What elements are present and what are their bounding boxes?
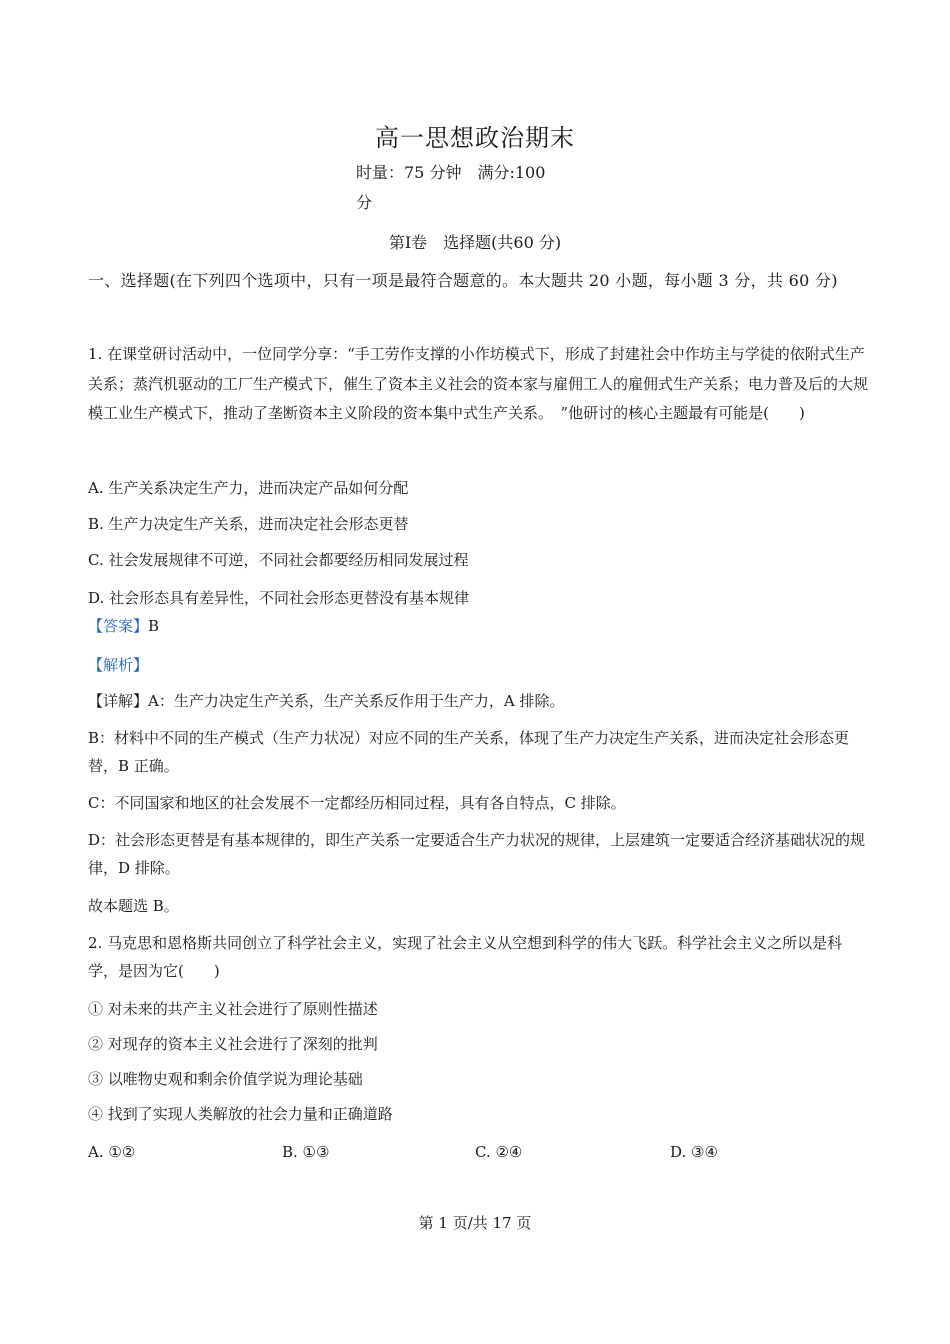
question-1-detail-d: D：社会形态更替是有基本规律的，即生产关系一定要适合生产力状况的规律，上层建筑一定要适合经济基础状况的规律，D 排除。 bbox=[88, 831, 866, 877]
question-2-option-a: A. ①② bbox=[88, 1143, 136, 1161]
question-1-option-b: B. 生产力决定生产关系，进而决定社会形态更替 bbox=[88, 515, 409, 533]
page-footer: 第 1 页/共 17 页 bbox=[418, 1214, 532, 1232]
question-1-option-d: D. 社会形态具有差异性，不同社会形态更替没有基本规律 bbox=[88, 589, 470, 607]
section-heading: 第Ⅰ卷 选择题(共60 分) bbox=[388, 233, 562, 252]
detail-tag: 【详解】 bbox=[88, 692, 149, 710]
detail-a-text: A：生产力决定生产关系，生产关系反作用于生产力，A 排除。 bbox=[148, 692, 565, 710]
question-1-conclusion: 故本题选 B。 bbox=[88, 897, 179, 915]
question-2-option-d: D. ③④ bbox=[670, 1143, 718, 1161]
question-2-stem: 2. 马克思和恩格斯共同创立了科学社会主义，实现了社会主义从空想到科学的伟大飞跃。科学社会主义之所以是科学，是因为它( ) bbox=[88, 934, 843, 980]
question-1-option-c: C. 社会发展规律不可逆，不同社会都要经历相同发展过程 bbox=[88, 551, 469, 569]
question-2-options bbox=[88, 1138, 868, 1166]
question-1-detail-b: B：材料中不同的生产模式（生产力状况）对应不同的生产关系，体现了生产力决定生产关系，进而决定社会形态更替，B 正确。 bbox=[88, 729, 850, 775]
section-instruction: 一、选择题(在下列四个选项中，只有一项是最符合题意的。本大题共 20 小题，每小题 3 分，共 60 分) bbox=[88, 271, 838, 290]
question-2-item-2: ② 对现存的资本主义社会进行了深刻的批判 bbox=[88, 1035, 378, 1053]
question-1-answer bbox=[88, 612, 868, 640]
question-1-detail-a bbox=[88, 687, 868, 715]
answer-value: B bbox=[148, 617, 160, 635]
question-1-analysis-heading bbox=[88, 651, 868, 679]
question-2-item-3: ③ 以唯物史观和剩余价值学说为理论基础 bbox=[88, 1070, 363, 1088]
question-1-detail-c: C：不同国家和地区的社会发展不一定都经历相同过程，具有各自特点，C 排除。 bbox=[88, 794, 626, 812]
question-1-option-a: A. 生产关系决定生产力，进而决定产品如何分配 bbox=[88, 479, 409, 497]
question-2-option-c: C. ②④ bbox=[475, 1143, 523, 1161]
question-2-option-b: B. ①③ bbox=[282, 1143, 330, 1161]
page-title: 高一思想政治期末 bbox=[375, 124, 575, 152]
answer-tag: 【答案】 bbox=[88, 617, 149, 635]
time-score-info bbox=[356, 158, 596, 218]
question-1-stem: 1. 在课堂研讨活动中，一位同学分享：“手工劳作支撑的小作坊模式下，形成了封建社会中作坊主与学徒的依附式生产关系；蒸汽机驱动的工厂生产模式下，催生了资本主义社会的资本家与雇佣工人的雇佣式生产关系；电力普及后的大规模工业生产模式下，推动了垄断资本主义阶段的资本集中式生产关系。 ”他研讨的核心主题最有可能是( ) bbox=[88, 345, 869, 422]
time-score-line-1: 时量：75 分钟 满分:100 bbox=[356, 163, 546, 182]
question-2-item-1: ① 对未来的共产主义社会进行了原则性描述 bbox=[88, 1000, 378, 1018]
time-score-line-2: 分 bbox=[356, 193, 373, 212]
analysis-tag: 【解析】 bbox=[88, 656, 149, 674]
question-2-item-4: ④ 找到了实现人类解放的社会力量和正确道路 bbox=[88, 1105, 393, 1123]
